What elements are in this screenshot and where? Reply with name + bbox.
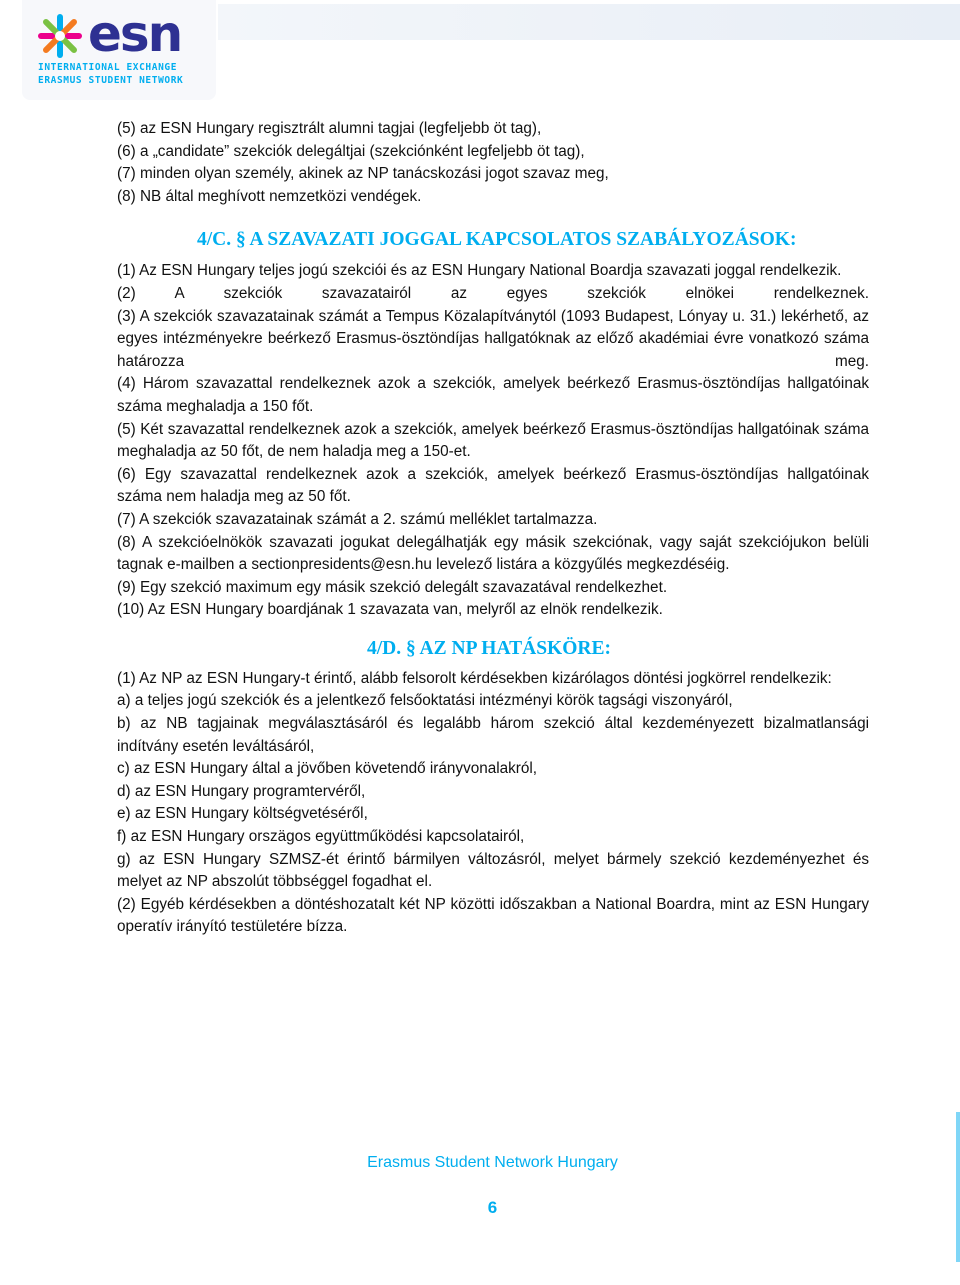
paragraph: (1) Az ESN Hungary teljes jogú szekciói és az ESN Hungary National Boardja szavazati joggal rendelkezik. (117, 262, 842, 280)
esn-star-icon (38, 14, 82, 58)
footer-organization: Erasmus Student Network Hungary (367, 1154, 618, 1171)
paragraph: (1) Az NP az ESN Hungary-t érintő, alább felsorolt kérdésekben kizárólagos döntési jogkörrel rendelkezik: (117, 669, 832, 687)
paragraph: (3) A szekciók szavazatainak számát a Tempus Közalapítványtól (1093 Budapest, Lónyay u. 31.) lekérhető, az egyes intézményekre beérkező Erasmus-ösztöndíjas hallgatóknak az előző akadémiai évre vonatkozó száma határozza meg. (117, 307, 869, 370)
paragraph: (6) Egy szavazattal rendelkeznek azok a szekciók, amelyek beérkező Erasmus-ösztöndíjas hallgatóinak száma nem haladja meg az 50 főt. (117, 465, 869, 506)
logo-wordmark: esn (88, 5, 182, 63)
list-item: g) az ESN Hungary SZMSZ-ét érintő bármilyen változásról, melyet bármely szekció kezdeményezhet és melyet az NP abszolút többséggel fogadhat el. (117, 850, 869, 891)
esn-logo (22, 0, 216, 100)
logo-tagline-1: INTERNATIONAL EXCHANGE (38, 62, 178, 73)
paragraph: (8) A szekcióelnökök szavazati jogukat delegálhatják egy másik szekciónak, vagy saját szekciójukon belüli tagnak e-mailben a sectionpresidents@esn.hu levelező listára a közgyűlés megkezdéséig. (117, 533, 869, 574)
logo-tagline-2: ERASMUS STUDENT NETWORK (38, 75, 184, 86)
paragraph: (2) Egyéb kérdésekben a döntéshozatalt két NP közötti időszakban a National Boardra, mint az ESN Hungary operatív irányító testületére bízza. (117, 895, 869, 936)
list-item: f) az ESN Hungary orszägos együttműködési kapcsolatairól, (117, 828, 525, 846)
paragraph: (9) Egy szekció maximum egy másik szekció delegált szavazatával rendelkezhet. (117, 578, 668, 596)
paragraph: (2) A szekciók szavazatairól az egyes szekciók elnökei rendelkeznek. (117, 284, 869, 302)
paragraph: (4) Három szavazattal rendelkeznek azok a szekciók, amelyek beérkező Erasmus-ösztöndíjas hallgatóinak száma meghaladja a 150 főt. (117, 375, 869, 415)
list-item: d) az ESN Hungary programtervéről, (117, 782, 366, 800)
paragraph: (10) Az ESN Hungary boardjának 1 szavazata van, melyről az elnök rendelkezik. (117, 601, 663, 619)
list-item: (8) NB által meghívott nemzetközi vendégek. (117, 187, 422, 205)
paragraph: (7) A szekciók szavazatainak számát a 2. számú melléklet tartalmazza. (117, 510, 598, 528)
section-heading-4c: 4/C. § A SZAVAZATI JOGGAL KAPCSOLATOS SZABÁLYOZÁSOK: (197, 229, 797, 251)
list-item: (7) minden olyan személy, akinek az NP tanácskozási jogot szavaz meg, (117, 165, 609, 183)
page-number: 6 (487, 1198, 498, 1217)
document-body (117, 118, 869, 939)
list-item: (5) az ESN Hungary regisztrált alumni tagjai (legfeljebb öt tag), (117, 120, 542, 137)
page-edge-accent (956, 1112, 960, 1262)
list-item: b) az NB tagjainak megválasztásáról és legalább három szekció által kezdeményezett bizalmatlansági indítvány esetén leváltásáról, (117, 715, 869, 755)
list-item: e) az ESN Hungary költségvetéséről, (117, 805, 368, 823)
section-heading-4d: 4/D. § AZ NP HATÁSKÖRE: (367, 637, 611, 659)
list-item: a) a teljes jogú szekciók és a jelentkező felsőoktatási intézményi körök tagsági viszonyáról, (117, 692, 733, 710)
header-band (218, 4, 960, 40)
paragraph: (5) Két szavazattal rendelkeznek azok a szekciók, amelyek beérkező Erasmus-ösztöndíjas hallgatóinak száma meghaladja az 50 főt, de nem haladja meg a 150-et. (117, 420, 869, 461)
list-item: c) az ESN Hungary által a jövőben követendő irányvonalakról, (117, 760, 538, 778)
list-item: (6) a „candidate” szekciók delegáltjai (szekciónként legfeljebb öt tag), (117, 142, 585, 160)
